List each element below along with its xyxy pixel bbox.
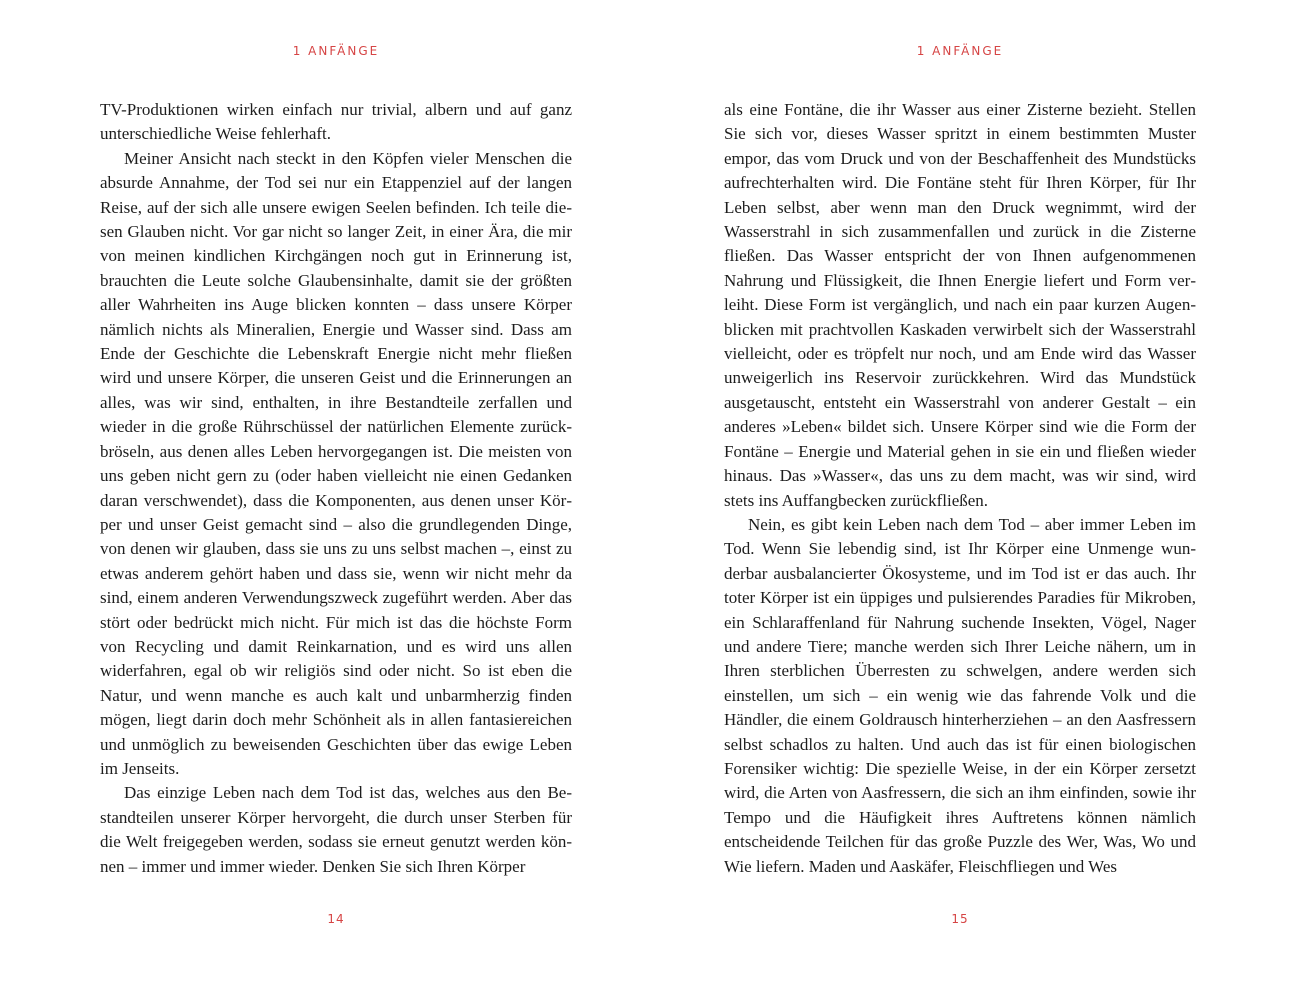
paragraph: als eine Fontäne, die ihr Wasser aus einer Zisterne bezieht. Stellen Sie sich vor, dieses Wasser spritzt in einem bestimmten Muster empor, das vom Druck und von der Beschaffenheit des Mundstücks aufrechterhalten wird. Die Fontäne steht für Ihren Körper, für Ihr Leben selbst, aber wenn man den Druck wegnimmt, wird der Wasserstrahl in sich zusammenfallen und zurück in die Zisterne fließen. Das Wasser entspricht der von Ihnen aufgenommenen Nahrung und Flüssigkeit, die Ihnen Energie liefert und Form verleiht. Diese Form ist vergänglich, und nach ein paar kurzen Augenblicken mit prachtvollen Kaskaden verwirbelt sich der Wasserstrahl vielleicht, oder es tröpfelt nur noch, und am Ende wird das Wasser unweigerlich ins Reservoir zurückkehren. Wird das Mundstück ausgetauscht, entsteht ein Wasserstrahl von anderer Gestalt – ein anderes »Leben« bildet sich. Unsere Körper sind wie die Form der Fontäne – Energie und Material gehen in sie ein und fließen wieder hinaus. Das »Wasser«, das uns zu dem macht, was wir sind, wird stets ins Auffangbecken zurückfließen. bbox=[724, 100, 1196, 510]
page-number: 14 bbox=[327, 912, 345, 926]
right-page bbox=[724, 0, 1196, 1000]
running-head: 1 ANFÄNGE bbox=[916, 44, 1004, 58]
paragraph: Meiner Ansicht nach steckt in den Köpfen vieler Menschen die absurde Annahme, der Tod sei nur ein Etappenziel auf der langen Reise, auf der sich alle unsere ewigen Seelen befinden. Ich teile diesen Glauben nicht. Vor gar nicht so langer Zeit, in einer Ära, die mir von meinen kindlichen Kirchgängen noch gut in Erinnerung ist, brauchten die Leute solche Glaubensinhalte, damit sie der größten aller Wahrheiten ins Auge blicken konnten – dass unsere Körper nämlich nichts als Mineralien, Energie und Wasser sind. Dass am Ende der Geschichte die Lebenskraft Energie nicht mehr fließen wird und unsere Körper, die unseren Geist und die Erinnerungen an alles, was wir sind, enthalten, in ihre Bestandteile zerfallen und wieder in die große Rührschüssel der natürlichen Elemente zurückbröseln, aus denen alles Leben hervorgegangen ist. Die meisten von uns geben nicht gern zu (oder haben vielleicht nie einen Gedanken daran verschwendet), dass die Komponenten, aus denen unser Körper und unser Geist gemacht sind – also die grundlegenden Dinge, von denen wir glauben, dass sie uns zu uns selbst machen –, einst zu etwas anderem gehört haben und dass sie, wenn wir nicht mehr da sind, einem anderen Verwendungszweck zugeführt werden. Aber das stört oder bedrückt mich nicht. Für mich ist das die höchste Form von Recycling und damit Reinkarnation, und es wird uns allen widerfahren, egal ob wir religiös sind oder nicht. So ist eben die Natur, und wenn manche es auch kalt und unbarmherzig finden mögen, liegt darin doch mehr Schönheit als in allen fantasiereichen und unmöglich zu beweisenden Geschichten über das ewige Leben im Jenseits. bbox=[100, 148, 572, 778]
paragraph: TV-Produktionen wirken einfach nur trivial, albern und auf ganz unterschiedliche Weise fehlerhaft. bbox=[100, 100, 572, 144]
left-page bbox=[100, 0, 572, 1000]
body-text bbox=[100, 98, 572, 879]
paragraph: Nein, es gibt kein Leben nach dem Tod – aber immer Leben im Tod. Wenn Sie lebendig sind, ist Ihr Körper eine Unmenge wunderbar ausbalancierter Ökosysteme, und im Tod ist er das auch. Ihr toter Körper ist ein üppiges und pulsierendes Paradies für Mikroben, ein Schlaraffenland für Nahrung suchende Insekten, Vögel, Nager und andere Tiere; manche werden sich Ihrer Leiche nähern, um in Ihren sterblichen Überresten zu schwelgen, andere werden sich einstellen, um sich – ein wenig wie das fahrende Volk und die Händler, die einem Goldrausch hinterherziehen – an den Aasfressern selbst schadlos zu halten. Und auch das ist für einen biologischen Forensiker wichtig: Die spezielle Weise, in der ein Körper zersetzt wird, die Arten von Aasfressern, die sich an ihm einfinden, sowie ihr Tempo und die Häufigkeit ihres Auftretens können nämlich entscheidende Teilchen für das große Puzzle des Wer, Was, Wo und Wie liefern. Maden und Aaskäfer, Fleischfliegen und Wes bbox=[724, 514, 1196, 876]
page-number: 15 bbox=[951, 912, 969, 926]
body-text bbox=[724, 98, 1196, 879]
paragraph: Das einzige Leben nach dem Tod ist das, welches aus den Bestandteilen unserer Körper hervorgeht, die durch unser Sterben für die Welt freigegeben werden, sodass sie erneut genutzt werden können – immer und immer wieder. Denken Sie sich Ihren Körper bbox=[100, 783, 572, 876]
running-head: 1 ANFÄNGE bbox=[292, 44, 380, 58]
